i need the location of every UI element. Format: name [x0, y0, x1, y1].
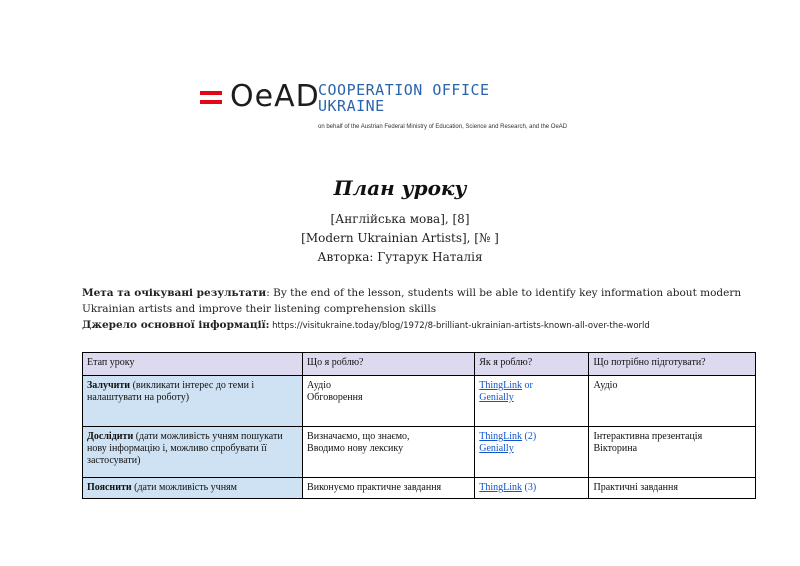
lesson-plan-table [82, 352, 756, 499]
page-title: План уроку [333, 176, 467, 200]
genially-link[interactable]: Genially [479, 392, 514, 403]
link-suffix: or [522, 380, 533, 391]
what-cell [303, 478, 475, 499]
logo-office-name [318, 82, 490, 114]
how-cell [475, 427, 589, 478]
what-line: Обговорення [307, 392, 363, 403]
how-cell [475, 376, 589, 427]
source-paragraph [82, 317, 742, 334]
stage-name: Дослідити [87, 431, 134, 442]
stage-name: Пояснити [87, 482, 132, 493]
stage-cell [83, 427, 303, 478]
table-row [83, 427, 756, 478]
prepare-line: Вікторина [593, 443, 638, 454]
genially-link[interactable]: Genially [479, 443, 514, 454]
prepare-cell [589, 427, 756, 478]
prepare-cell [589, 376, 756, 427]
subtitle-subject: [Англійська мова], [8] [330, 212, 470, 226]
source-label: Джерело основної інформації: [82, 319, 270, 331]
stage-cell [83, 478, 303, 499]
thinglink-link[interactable]: ThingLink [479, 431, 523, 442]
table-row [83, 376, 756, 427]
prepare-line: Інтерактивна презентація [593, 431, 703, 442]
stage-cell [83, 376, 303, 427]
goal-text: : By the end of the lesson, students will be able to identify key information about modern Ukrainian artists and improve their listening comprehension skills [82, 287, 742, 315]
subtitle-author: Авторка: Гутарук Наталія [317, 250, 483, 264]
logo-line1: COOPERATION OFFICE [318, 81, 490, 99]
link-suffix: (2) [522, 431, 537, 442]
what-line: Вводимо нову лексику [307, 443, 404, 454]
logo-wordmark: OeAD [230, 79, 320, 114]
goal-paragraph [82, 285, 742, 317]
what-line: Виконуємо практичне завдання [307, 482, 442, 493]
oead-logo [200, 80, 630, 140]
prepare-line: Практичні завдання [593, 482, 678, 493]
lesson-goal-block [82, 285, 742, 334]
header-what: Що я роблю? [303, 353, 475, 376]
stage-description: (викликати інтерес до теми і налаштувати на роботу) [87, 380, 255, 403]
logo-line2: UKRAINE [318, 97, 385, 115]
header-how: Як я роблю? [475, 353, 589, 376]
austria-flag-icon [200, 91, 222, 105]
subtitle-topic: [Modern Ukrainian Artists], [№ ] [301, 231, 499, 245]
source-url[interactable]: https://visitukraine.today/blog/1972/8-brilliant-ukrainian-artists-known-all-over-the-world [269, 321, 650, 331]
prepare-line: Аудіо [593, 380, 618, 391]
table-header-row [83, 353, 756, 376]
stage-description: (дати можливість учням [131, 482, 237, 493]
thinglink-link[interactable]: ThingLink [479, 380, 523, 391]
what-line: Аудіо [307, 380, 332, 391]
table-row [83, 478, 756, 499]
stage-description: (дати можливість учням пошукати нову інформацію і, можливо спробувати її застосувати) [87, 431, 283, 466]
logo-behalf-text: on behalf of the Austrian Federal Ministry of Education, Science and Research, and the OeAD [318, 124, 568, 130]
what-cell [303, 376, 475, 427]
stage-name: Залучити [87, 380, 131, 391]
thinglink-link[interactable]: ThingLink [479, 482, 523, 493]
prepare-cell [589, 478, 756, 499]
what-line: Визначаємо, що знаємо, [307, 431, 410, 442]
how-cell [475, 478, 589, 499]
goal-label: Мета та очікувані результати [82, 287, 267, 299]
what-cell [303, 427, 475, 478]
link-suffix: (3) [522, 482, 537, 493]
header-stage: Етап уроку [83, 353, 303, 376]
header-prepare: Що потрібно підготувати? [589, 353, 756, 376]
